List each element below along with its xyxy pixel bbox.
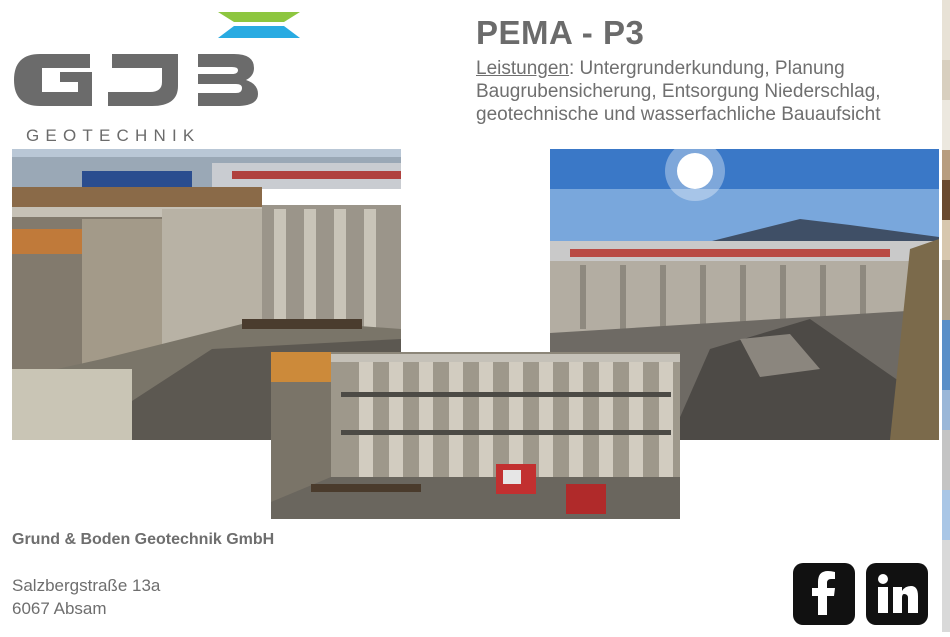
project-title: PEMA - P3 [476, 14, 645, 51]
gub-logo-mark [12, 10, 302, 120]
facebook-button[interactable] [793, 563, 855, 625]
services-text: : Untergrunderkundung, Planung Baugrubensicherung, Entsorgung Niederschlag, geotechnische und wasserfachliche Bauaufsicht [476, 58, 881, 125]
address-city: 6067 Absam [12, 599, 107, 618]
linkedin-button[interactable] [866, 563, 928, 625]
anchored-pile-wall-photo [271, 352, 680, 519]
gub-logo [12, 10, 302, 145]
logo-accent-green [218, 12, 300, 22]
services-label: Leistungen [476, 58, 569, 79]
logo-letter-u [108, 54, 178, 106]
company-name: Grund & Boden Geotechnik GmbH [12, 531, 275, 548]
logo-subtitle: GEOTECHNIK [26, 126, 201, 145]
logo-letter-g [14, 54, 92, 106]
facebook-icon [793, 563, 855, 625]
address-street: Salzbergstraße 13a [12, 576, 161, 595]
linkedin-icon [866, 563, 928, 625]
logo-accent-blue [218, 26, 300, 38]
decorative-color-strip [942, 0, 950, 632]
services-description [476, 57, 936, 126]
logo-letter-b [198, 54, 258, 106]
